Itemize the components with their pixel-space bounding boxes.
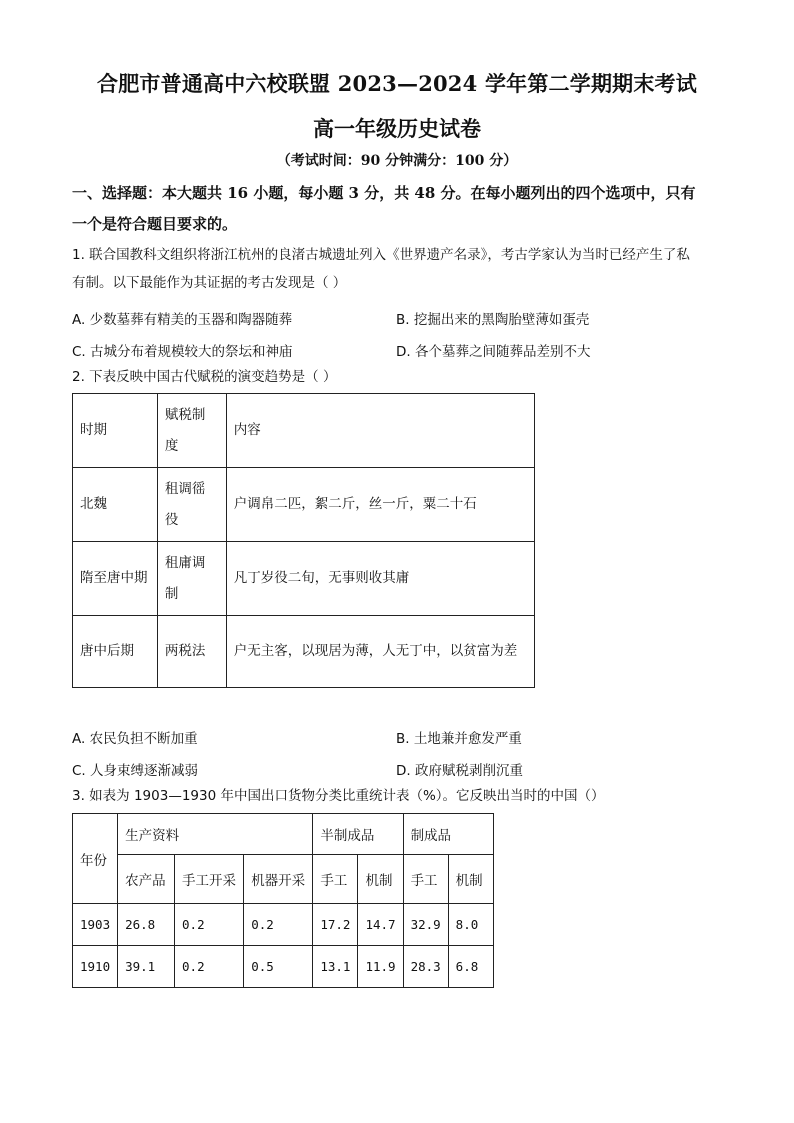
- exam-subtitle: 高一年级历史试卷: [313, 116, 481, 141]
- tax-cell: 户调帛二匹，絮二斤，丝一斤，粟二十石: [226, 468, 534, 542]
- q1-stem-line1: 1. 联合国教科文组织将浙江杭州的良渚古城遗址列入《世界遗产名录》，考古学家认为当时已经产生了私: [72, 247, 690, 263]
- cell: 1903: [73, 904, 118, 946]
- exam-info: （考试时间：90 分钟满分：100 分）: [276, 153, 518, 169]
- group-header: 制成品: [403, 814, 493, 855]
- cell: 0.2: [175, 904, 244, 946]
- section-heading-line2: 一个是符合题目要求的。: [72, 215, 238, 233]
- table-row: [73, 904, 494, 946]
- cell: 6.8: [448, 946, 493, 988]
- q1-option-a[interactable]: A. 少数墓葬有精美的玉器和陶器随葬: [72, 312, 293, 328]
- cell: 17.2: [313, 904, 358, 946]
- tax-header-system: 赋税制度: [157, 394, 226, 468]
- cell: 13.1: [313, 946, 358, 988]
- cell: 0.2: [175, 946, 244, 988]
- export-table-group-header: [73, 814, 494, 855]
- cell: 11.9: [358, 946, 403, 988]
- section-heading-line1: 一、选择题：本大题共 16 小题，每小题 3 分，共 48 分。在每小题列出的四个选项中，只有: [72, 184, 696, 202]
- subheader: 农产品: [118, 855, 175, 904]
- tax-cell: 户无主客，以现居为薄，人无丁中，以贫富为差: [226, 616, 534, 688]
- table-row: [73, 468, 535, 542]
- tax-cell: 北魏: [73, 468, 158, 542]
- tax-table: [72, 393, 535, 688]
- q1-option-d[interactable]: D. 各个墓葬之间随葬品差别不大: [396, 344, 591, 360]
- tax-header-period: 时期: [73, 394, 158, 468]
- q2-option-a[interactable]: A. 农民负担不断加重: [72, 731, 198, 747]
- cell: 39.1: [118, 946, 175, 988]
- subheader: 机制: [448, 855, 493, 904]
- cell: 1910: [73, 946, 118, 988]
- group-header: 生产资料: [118, 814, 313, 855]
- tax-cell: 隋至唐中期: [73, 542, 158, 616]
- tax-header-content: 内容: [226, 394, 534, 468]
- cell: 0.2: [244, 904, 313, 946]
- q3-stem: 3. 如表为 1903—1930 年中国出口货物分类比重统计表（%）。它反映出当时的中国（）: [72, 788, 605, 804]
- subheader: 手工开采: [175, 855, 244, 904]
- table-row: [73, 616, 535, 688]
- tax-cell: 租调徭役: [157, 468, 226, 542]
- year-header: 年份: [73, 814, 118, 904]
- tax-cell: 两税法: [157, 616, 226, 688]
- subheader: 机器开采: [244, 855, 313, 904]
- tax-cell: 唐中后期: [73, 616, 158, 688]
- q2-stem: 2. 下表反映中国古代赋税的演变趋势是（ ）: [72, 369, 337, 385]
- group-header: 半制成品: [313, 814, 403, 855]
- tax-cell: 凡丁岁役二旬，无事则收其庸: [226, 542, 534, 616]
- cell: 28.3: [403, 946, 448, 988]
- q2-option-b[interactable]: B. 土地兼并愈发严重: [396, 731, 522, 747]
- q1-option-b[interactable]: B. 挖掘出来的黑陶胎壁薄如蛋壳: [396, 312, 590, 328]
- cell: 26.8: [118, 904, 175, 946]
- exam-title: 合肥市普通高中六校联盟 2023—2024 学年第二学期期末考试: [97, 71, 697, 96]
- section-heading: [72, 178, 722, 240]
- subheader: 机制: [358, 855, 403, 904]
- tax-cell: 租庸调制: [157, 542, 226, 616]
- q2-option-d[interactable]: D. 政府赋税剥削沉重: [396, 763, 523, 779]
- cell: 8.0: [448, 904, 493, 946]
- subheader: 手工: [403, 855, 448, 904]
- q2-option-c[interactable]: C. 人身束缚逐渐减弱: [72, 763, 199, 779]
- tax-table-header: [73, 394, 535, 468]
- export-table: [72, 813, 494, 988]
- cell: 32.9: [403, 904, 448, 946]
- cell: 14.7: [358, 904, 403, 946]
- q1-stem-line2: 有制。以下最能作为其证据的考古发现是（ ）: [72, 275, 347, 291]
- table-row: [73, 542, 535, 616]
- table-row: [73, 946, 494, 988]
- export-table-subheader: [73, 855, 494, 904]
- cell: 0.5: [244, 946, 313, 988]
- subheader: 手工: [313, 855, 358, 904]
- q1-option-c[interactable]: C. 古城分布着规模较大的祭坛和神庙: [72, 344, 293, 360]
